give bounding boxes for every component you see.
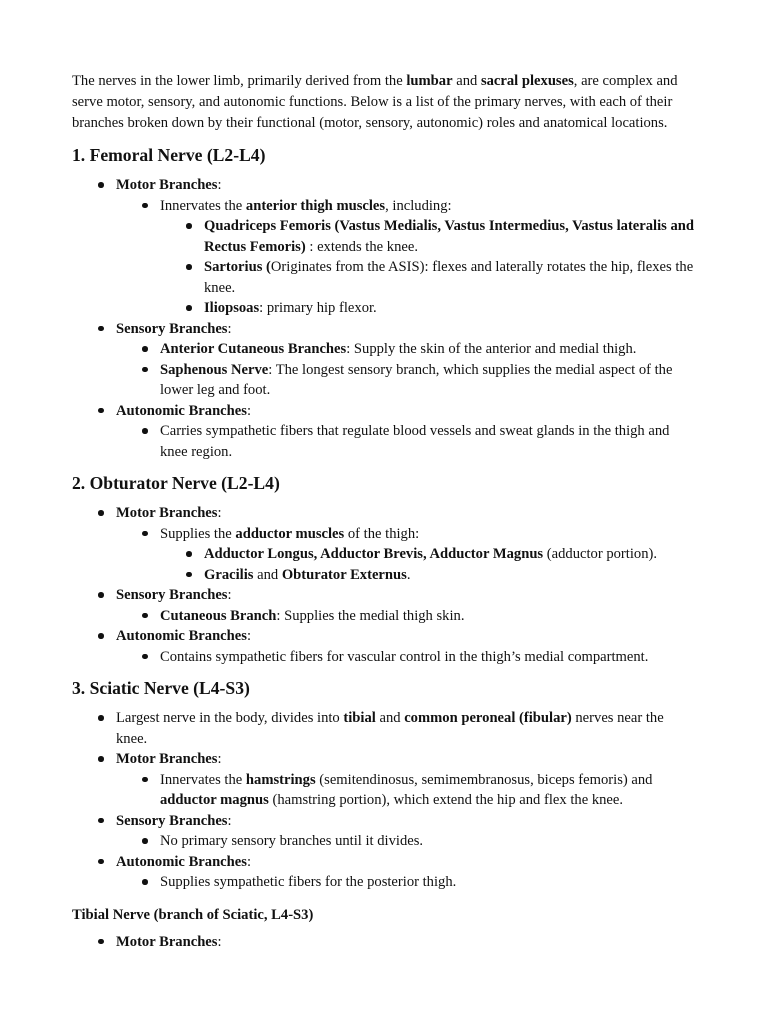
intro-paragraph <box>72 71 696 134</box>
motor-label: Motor Branches <box>116 751 218 767</box>
obturator-autonomic-item <box>72 626 696 667</box>
item-text: nerves near the knee. <box>116 710 664 747</box>
autonomic-label: Autonomic Branches <box>116 402 247 419</box>
sciatic-autonomic-text: Supplies sympathetic fibers for the posterior thigh. <box>116 872 696 893</box>
sensory-label: Sensory Branches <box>116 812 228 829</box>
item-text: : Supply the skin of the anterior and medial thigh. <box>346 341 637 357</box>
item-bold: Quadriceps Femoris (Vastus Medialis, Vastus Intermedius, Vastus lateralis and Rectus Femoris) <box>204 218 695 255</box>
item-bold: adductor magnus <box>160 792 269 808</box>
femoral-sensory-item <box>72 319 696 401</box>
femoral-sensory-sublist <box>116 339 696 401</box>
iliopsoas-item <box>160 298 696 319</box>
quadriceps-item <box>160 216 696 257</box>
item-text: : primary hip flexor. <box>259 300 377 316</box>
motor-label: Motor Branches <box>116 505 218 521</box>
femoral-motor-sublist <box>116 196 696 319</box>
sciatic-autonomic-item <box>72 852 696 893</box>
item-text: (adductor portion). <box>543 546 658 562</box>
colon: : <box>227 320 232 337</box>
item-text: (hamstring portion), which extend the hip and flex the knee. <box>268 792 624 808</box>
femoral-motor-item <box>72 175 696 319</box>
sciatic-motor-item <box>72 749 696 811</box>
item-bold: common peroneal (fibular) <box>404 710 572 726</box>
item-text: Innervates the <box>160 197 246 214</box>
item-bold: adductor muscles <box>235 525 345 542</box>
obturator-heading: 2. Obturator Nerve (L2-L4) <box>72 473 280 493</box>
colon: : <box>246 402 252 419</box>
item-bold: Obturator Externus <box>281 566 407 583</box>
sciatic-heading: 3. Sciatic Nerve (L4-S3) <box>72 678 250 698</box>
obturator-motor-item <box>72 503 696 585</box>
femoral-autonomic-sublist <box>116 421 696 462</box>
intro-text: The nerves in the lower limb, primarily derived from the <box>72 73 407 89</box>
autonomic-label: Autonomic Branches <box>116 628 247 644</box>
tibial-heading: Tibial Nerve (branch of Sciatic, L4-S3) <box>72 906 314 923</box>
obturator-muscle-list <box>160 544 696 585</box>
colon: : <box>246 628 252 644</box>
obturator-sensory-sublist <box>116 606 696 627</box>
sensory-label: Sensory Branches <box>116 320 228 337</box>
intro-text: and <box>452 73 481 89</box>
item-text: Innervates the <box>160 771 246 788</box>
item-text: . <box>406 566 411 583</box>
sciatic-motor-sublist <box>116 770 696 811</box>
motor-label: Motor Branches <box>116 933 218 950</box>
item-text: Supplies the <box>160 525 236 542</box>
femoral-muscle-list <box>160 216 696 319</box>
sciatic-autonomic-sublist <box>116 872 696 893</box>
item-text: (semitendinosus, semimembranosus, biceps femoris) and <box>315 771 653 788</box>
colon: : <box>217 505 222 521</box>
item-bold: Gracilis <box>204 566 254 583</box>
hamstrings-item <box>116 770 696 811</box>
femoral-list <box>72 175 696 462</box>
femoral-heading: 1. Femoral Nerve (L2-L4) <box>72 145 266 165</box>
item-text: : extends the knee. <box>305 238 418 255</box>
obturator-sensory-item <box>72 585 696 626</box>
item-text: Largest nerve in the body, divides into <box>116 710 344 726</box>
colon: : <box>217 751 222 767</box>
femoral-autonomic-item <box>72 401 696 463</box>
femoral-innervates-item <box>116 196 696 319</box>
item-bold: hamstrings <box>245 771 316 788</box>
autonomic-label: Autonomic Branches <box>116 853 247 870</box>
intro-text: , are complex and serve motor, sensory, and autonomic functions. Below is a list of the primary nerves, with each of their branches broken down by their functional (motor, sensory, autonomic) roles and anatomical locations. <box>72 73 678 131</box>
motor-label: Motor Branches <box>116 177 218 193</box>
sciatic-list <box>72 708 696 893</box>
sensory-label: Sensory Branches <box>116 587 228 603</box>
gracilis-item <box>160 565 696 586</box>
adductors-item <box>160 544 696 565</box>
item-bold: Cutaneous Branch <box>160 607 277 624</box>
sciatic-sensory-text: No primary sensory branches until it divides. <box>116 831 696 852</box>
sciatic-sensory-sublist <box>116 831 696 852</box>
item-text: , including: <box>385 197 452 214</box>
colon: : <box>227 587 232 603</box>
intro-bold-sacral: sacral plexuses <box>480 73 574 89</box>
item-bold: Sartorius ( <box>204 259 271 275</box>
obturator-supplies-item <box>116 524 696 586</box>
anterior-cutaneous-item <box>116 339 696 360</box>
colon: : <box>217 177 222 193</box>
sartorius-item <box>160 257 696 298</box>
item-text: : The longest sensory branch, which supplies the medial aspect of the lower leg and foot. <box>160 361 673 398</box>
tibial-motor-item <box>72 932 696 953</box>
intro-bold-lumbar: lumbar <box>406 73 453 89</box>
sciatic-largest-item <box>72 708 696 749</box>
item-text: and <box>375 710 405 726</box>
colon: : <box>246 853 252 870</box>
cutaneous-branch-item <box>116 606 696 627</box>
item-text: and <box>253 566 282 583</box>
item-text: : Supplies the medial thigh skin. <box>276 607 465 624</box>
femoral-autonomic-text: Carries sympathetic fibers that regulate blood vessels and sweat glands in the thigh and knee region. <box>116 421 696 462</box>
item-bold: Anterior Cutaneous Branches <box>160 341 347 357</box>
obturator-motor-sublist <box>116 524 696 586</box>
item-text: of the thigh: <box>344 525 420 542</box>
colon: : <box>217 933 222 950</box>
item-bold: Iliopsoas <box>204 300 260 316</box>
sciatic-sensory-item <box>72 811 696 852</box>
obturator-autonomic-sublist <box>116 647 696 668</box>
obturator-list <box>72 503 696 667</box>
item-bold: tibial <box>343 710 376 726</box>
item-text: Originates from the ASIS): flexes and laterally rotates the hip, flexes the knee. <box>204 259 694 296</box>
item-bold: anterior thigh muscles <box>245 197 386 214</box>
item-bold: Saphenous Nerve <box>160 361 269 378</box>
item-bold: Adductor Longus, Adductor Brevis, Adductor Magnus <box>204 546 544 562</box>
saphenous-item <box>116 360 696 401</box>
obturator-autonomic-text: Contains sympathetic fibers for vascular control in the thigh’s medial compartment. <box>116 647 696 668</box>
colon: : <box>227 812 232 829</box>
tibial-list <box>72 932 696 953</box>
